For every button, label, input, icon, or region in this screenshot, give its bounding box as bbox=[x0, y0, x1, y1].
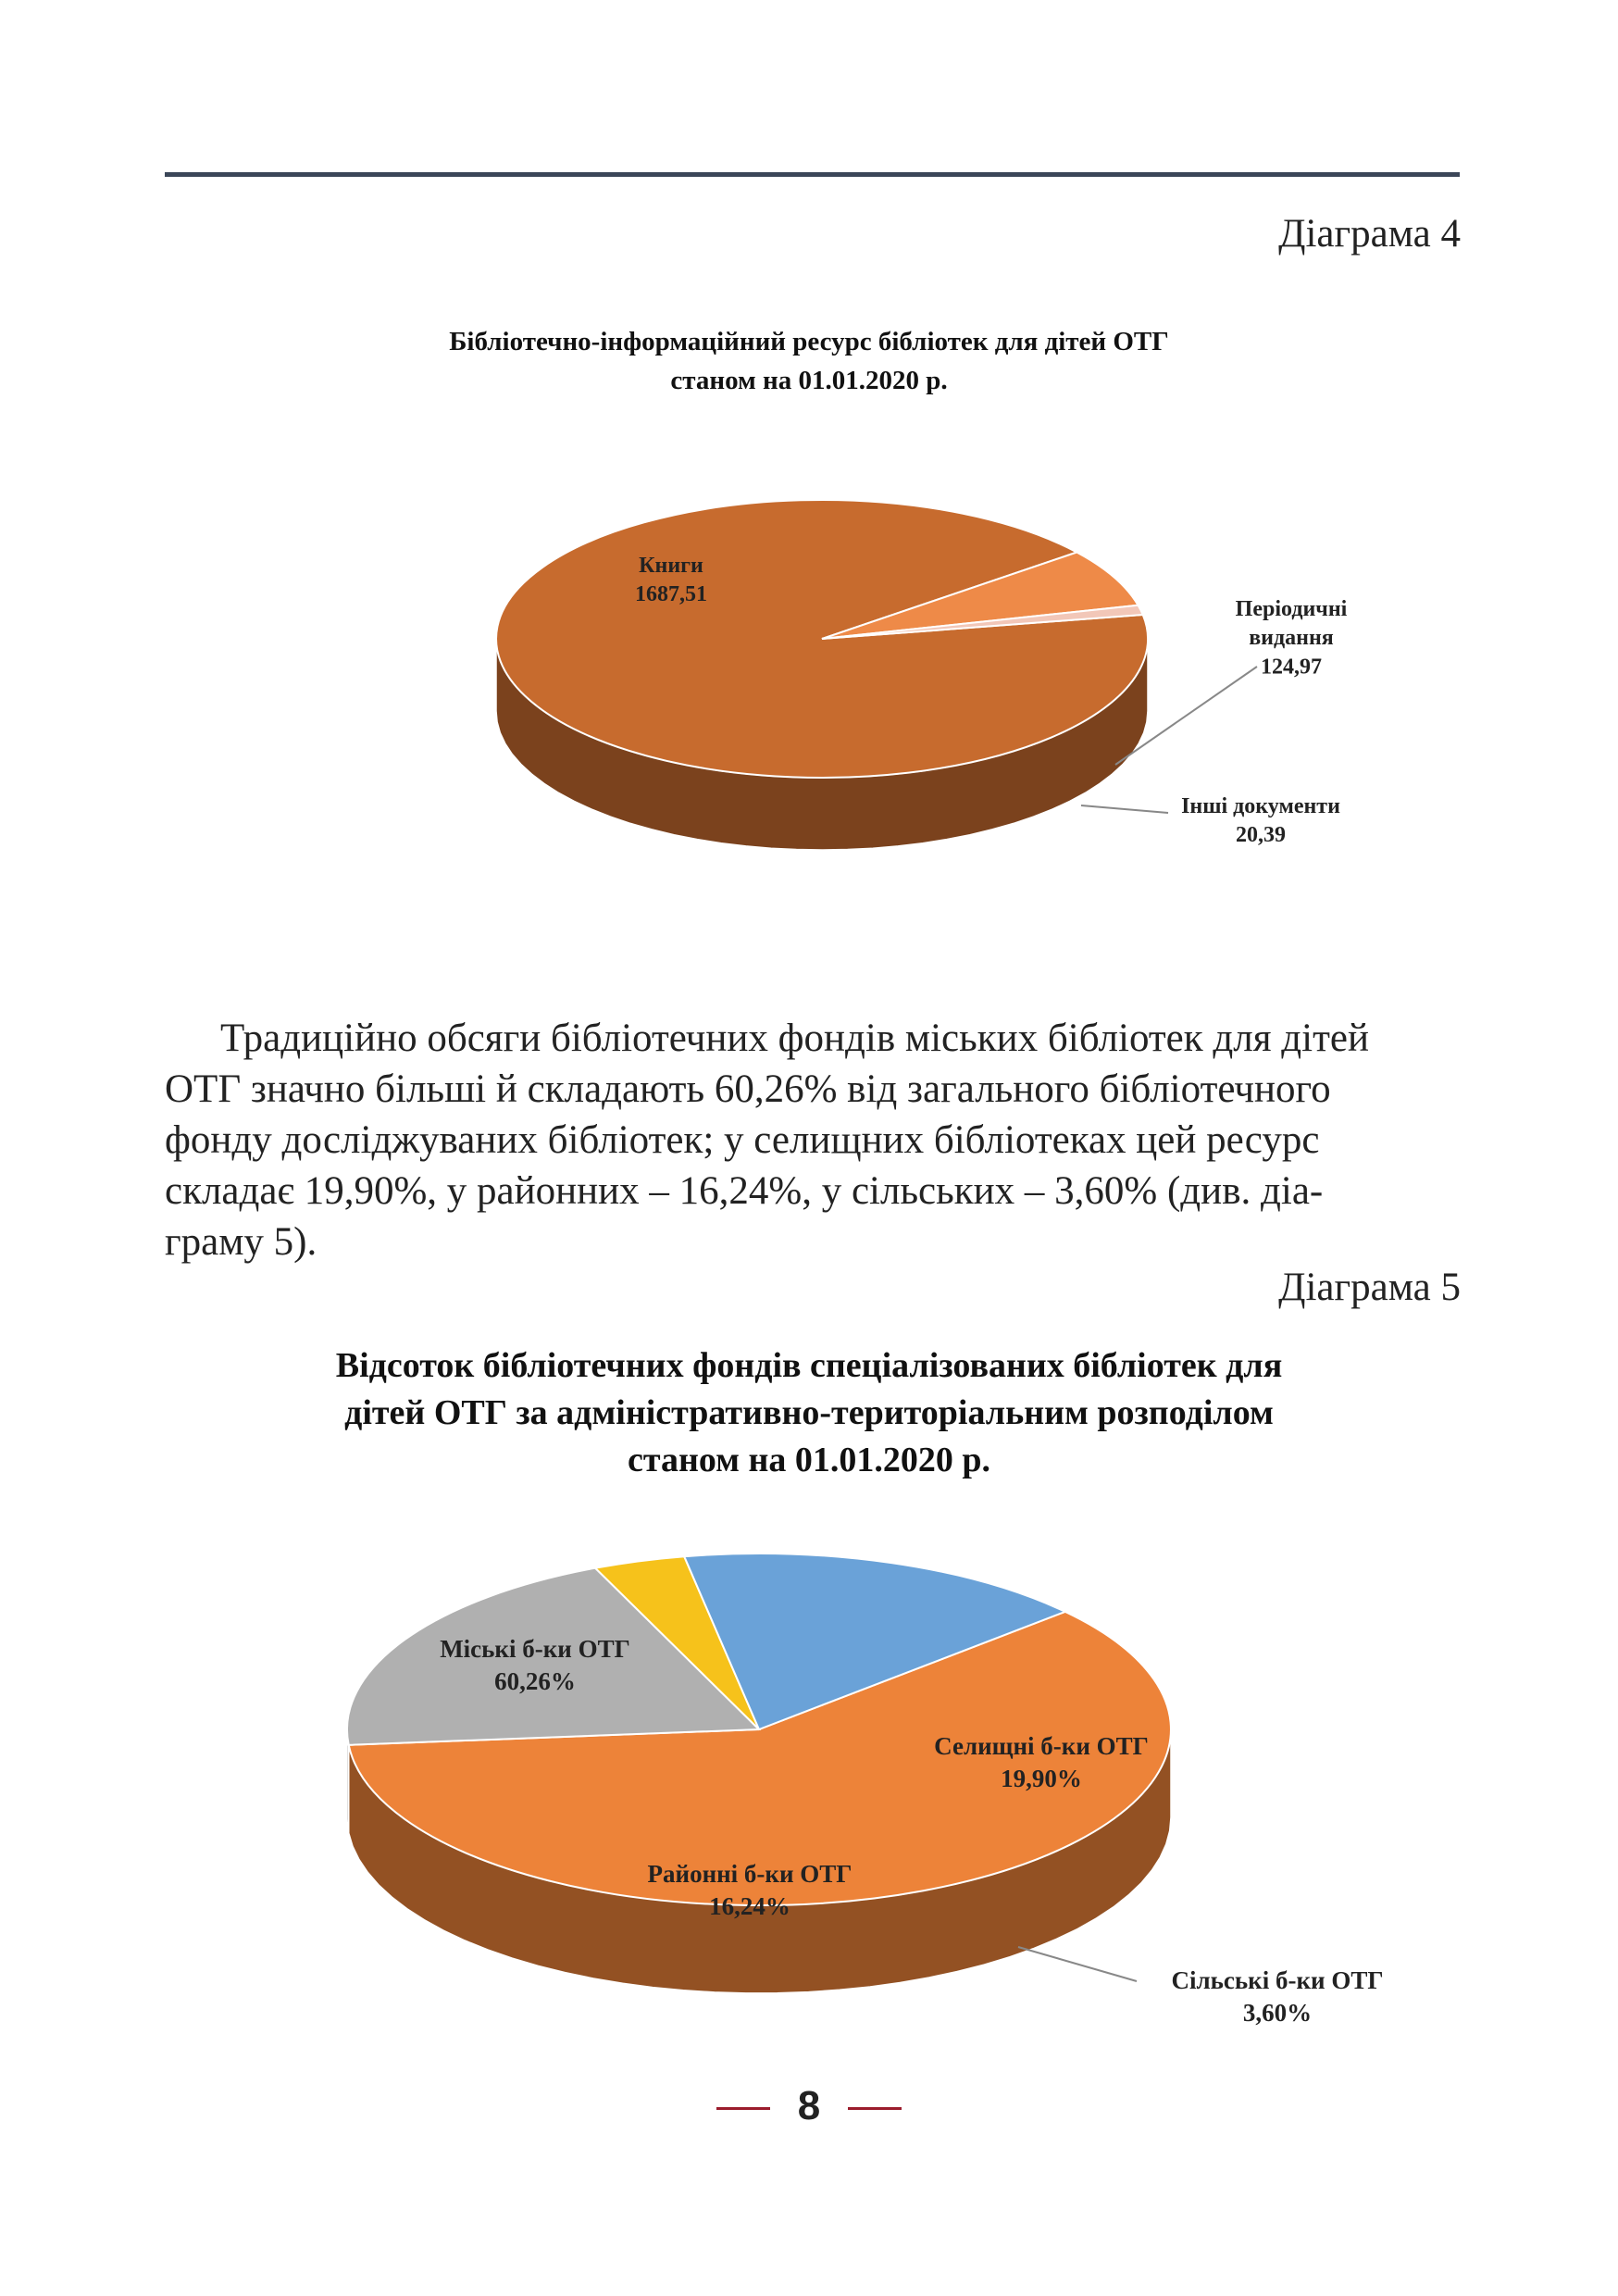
slice-label-periodicals: Періодичні bbox=[1235, 597, 1348, 621]
slice-label-city: Міські б-ки ОТГ bbox=[440, 1635, 630, 1663]
chart-5-subtitle: станом на 01.01.2020 р. bbox=[627, 1441, 991, 1479]
diagram-5-label: Діаграма 5 bbox=[1278, 1266, 1461, 1309]
chart-5-title-line-2: дітей ОТГ за адміністративно-територіальним розподілом bbox=[344, 1393, 1274, 1432]
page-number bbox=[0, 2083, 1618, 2129]
paragraph-line: складає 19,90%, у районних – 16,24%, у сільських – 3,60% (див. діа- bbox=[165, 1169, 1324, 1213]
paragraph-line: граму 5). bbox=[165, 1220, 317, 1264]
paragraph-line: ОТГ значно більші й складають 60,26% від загального бібліотечного bbox=[165, 1067, 1331, 1111]
chart-4-subtitle: станом на 01.01.2020 р. bbox=[670, 366, 948, 395]
body-paragraph bbox=[165, 1013, 1460, 1267]
chart-4-title-line: Бібліотечно-інформаційний ресурс бібліотек для дітей ОТГ bbox=[449, 327, 1169, 356]
page-dash-left bbox=[716, 2107, 770, 2110]
slice-label-settlement: Селищні б-ки ОТГ bbox=[934, 1732, 1149, 1760]
chart-4-title bbox=[0, 322, 1618, 400]
leader-line bbox=[1081, 805, 1168, 813]
chart-5-title bbox=[0, 1342, 1618, 1484]
leader-line bbox=[1018, 1947, 1137, 1981]
slice-label-other: 20,39 bbox=[1236, 823, 1286, 848]
chart-5-title-line-1: Відсоток бібліотечних фондів спеціалізованих бібліотек для bbox=[335, 1346, 1283, 1385]
paragraph-line: фонду досліджуваних бібліотек; у селищних бібліотеках цей ресурс bbox=[165, 1118, 1320, 1162]
header-rule bbox=[165, 172, 1460, 177]
slice-label-periodicals: видання bbox=[1249, 626, 1334, 651]
slice-label-books: Книги bbox=[639, 554, 703, 578]
slice-label-district: 16,24% bbox=[709, 1892, 790, 1921]
slice-label-other: Інші документи bbox=[1181, 794, 1340, 818]
slice-label-books: 1687,51 bbox=[635, 582, 707, 607]
page-dash-right bbox=[848, 2107, 902, 2110]
slice-label-district: Районні б-ки ОТГ bbox=[647, 1860, 853, 1888]
slice-label-city: 60,26% bbox=[494, 1667, 576, 1696]
slice-label-settlement: 19,90% bbox=[1001, 1765, 1082, 1793]
page-number-text: 8 bbox=[797, 2083, 821, 2128]
paragraph-line: Традиційно обсяги бібліотечних фондів міських бібліотек для дітей bbox=[220, 1017, 1369, 1060]
slice-label-village: Сільські б-ки ОТГ bbox=[1171, 1966, 1384, 1994]
diagram-4-label: Діаграма 4 bbox=[1278, 212, 1461, 256]
chart-4-pie bbox=[0, 481, 1618, 963]
chart-5-pie bbox=[0, 1537, 1618, 2055]
slice-label-periodicals: 124,97 bbox=[1261, 655, 1322, 680]
slice-label-village: 3,60% bbox=[1242, 1999, 1313, 2028]
